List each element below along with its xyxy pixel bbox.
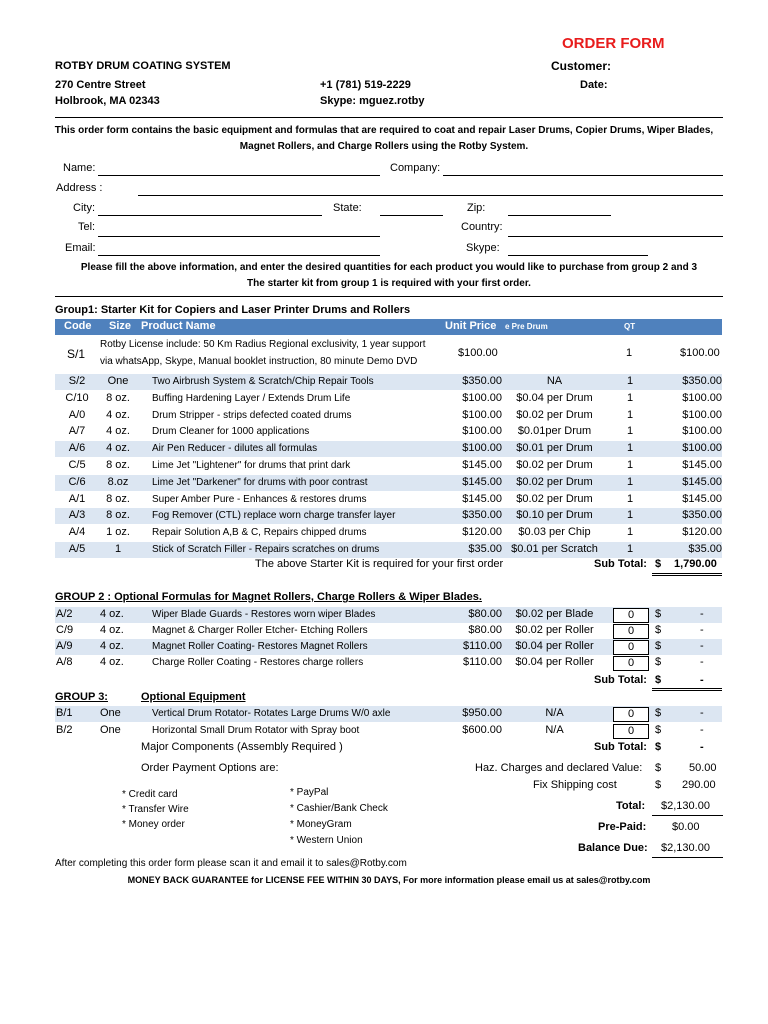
item-unit-price: $120.00: [462, 526, 502, 538]
item-unit-price: $350.00: [462, 375, 502, 387]
company-phone: +1 (781) 519-2229: [320, 79, 411, 91]
item-name: Drum Stripper - strips defected coated drums: [152, 410, 352, 421]
item-unit-price: $145.00: [462, 476, 502, 488]
item-code: A/2: [56, 608, 73, 620]
item-size: 4 oz.: [100, 624, 124, 636]
item-qt: 1: [626, 375, 634, 387]
payment-moneygram: * MoneyGram: [290, 819, 352, 830]
item-name: Stick of Scratch Filler - Repairs scratches on drums: [152, 544, 380, 555]
group2-subtotal-label: Sub Total:: [594, 674, 647, 686]
item-qt: 1: [626, 442, 634, 454]
item-size: 8.oz: [107, 476, 129, 488]
payment-money-order: * Money order: [122, 819, 185, 830]
group3-subtotal-label: Sub Total:: [594, 741, 647, 753]
item-total: $35.00: [688, 543, 722, 555]
item-code: A/3: [68, 509, 86, 521]
item-size: 4 oz.: [100, 656, 124, 668]
city-field[interactable]: [98, 215, 322, 216]
license-desc-1: Rotby License include: 50 Km Radius Regional exclusivity, 1 year support: [100, 339, 426, 350]
payment-title: Order Payment Options are:: [141, 762, 279, 774]
item-price-per: N/A: [545, 707, 564, 719]
item-name: Two Airbrush System & Scratch/Chip Repair Tools: [152, 376, 374, 387]
shipping-value: 290.00: [682, 779, 716, 791]
company-field[interactable]: [443, 175, 723, 176]
prepaid-label: Pre-Paid:: [598, 821, 647, 833]
item-price-per: $0.02 per Drum: [516, 476, 593, 488]
group2-subtotal-currency: $: [655, 674, 662, 686]
total-value: $2,130.00: [661, 800, 710, 812]
item-name: Drum Cleaner for 1000 applications: [152, 426, 310, 437]
item-currency: $: [655, 640, 662, 652]
item-name: Fog Remover (CTL) replace worn charge transfer layer: [152, 510, 396, 521]
payment-cashier-check: * Cashier/Bank Check: [290, 803, 388, 814]
prepaid-value: $0.00: [672, 821, 700, 833]
item-name: Buffing Hardening Layer / Extends Drum Life: [152, 393, 351, 404]
haz-currency: $: [655, 762, 662, 774]
header-size: Size: [109, 320, 132, 332]
item-qt: 1: [626, 543, 634, 555]
item-total: $120.00: [682, 526, 722, 538]
item-name: Magnet Roller Coating- Restores Magnet Rollers: [152, 641, 368, 652]
tel-field[interactable]: [98, 236, 380, 237]
item-unit-price: $145.00: [462, 493, 502, 505]
zip-label: Zip:: [467, 202, 486, 214]
item-price-per: $0.04 per Roller: [515, 656, 594, 668]
item-code: B/2: [56, 724, 73, 736]
payment-credit-card: * Credit card: [122, 789, 178, 800]
item-size: 4 oz.: [106, 442, 130, 454]
quantity-input[interactable]: 0: [613, 656, 649, 671]
item-total: $100.00: [682, 409, 722, 421]
item-qt: 1: [626, 425, 634, 437]
email-field[interactable]: [98, 255, 380, 256]
item-size: 8 oz.: [106, 459, 130, 471]
balance-value: $2,130.00: [661, 842, 710, 854]
header-divider: [55, 117, 723, 118]
item-size: 4 oz.: [106, 409, 130, 421]
order-form-title: ORDER FORM: [562, 35, 665, 52]
item-price-per: $0.02 per Roller: [515, 624, 594, 636]
quantity-input[interactable]: 0: [613, 724, 649, 739]
item-total: -: [700, 656, 704, 668]
item-total: $100.00: [682, 392, 722, 404]
item-code: A/8: [56, 656, 73, 668]
group1-subtotal-value: 1,790.00: [674, 558, 717, 570]
starter-kit-note: The above Starter Kit is required for your first order: [255, 558, 504, 570]
item-unit-price: $350.00: [462, 509, 502, 521]
company-street: 270 Centre Street: [55, 79, 146, 91]
item-code: C/6: [68, 476, 86, 488]
haz-label: Haz. Charges and declared Value:: [475, 762, 643, 774]
item-size: One: [107, 375, 129, 387]
customer-label: Customer:: [551, 59, 612, 73]
item-unit-price: $100.00: [462, 392, 502, 404]
item-unit-price: $80.00: [468, 608, 502, 620]
item-name: Air Pen Reducer - dilutes all formulas: [152, 443, 318, 454]
item-currency: $: [655, 656, 662, 668]
item-currency: $: [655, 624, 662, 636]
group2-title: GROUP 2 : Optional Formulas for Magnet Rollers, Charge Rollers & Wiper Blades.: [55, 591, 482, 603]
group1-title: Group1: Starter Kit for Copiers and Laser Printer Drums and Rollers: [55, 304, 411, 316]
item-code: A/9: [56, 640, 73, 652]
item-qt: 1: [626, 493, 634, 505]
item-total: -: [700, 724, 704, 736]
group2-subtotal-value: -: [700, 674, 704, 686]
item-qt: 1: [626, 392, 634, 404]
major-components: Major Components (Assembly Required ): [141, 741, 343, 753]
item-qt: 1: [626, 476, 634, 488]
item-name: Repair Solution A,B & C, Repairs chipped drums: [152, 527, 367, 538]
item-qt: 1: [626, 459, 634, 471]
item-unit-price: $110.00: [463, 640, 502, 652]
item-code: C/5: [68, 459, 86, 471]
item-price-per: $0.01 per Scratch: [511, 543, 598, 555]
item-price-per: $0.01per Drum: [517, 425, 592, 437]
city-label: City:: [73, 202, 95, 214]
item-price-per: $0.02 per Drum: [516, 493, 593, 505]
item-size: 8 oz.: [106, 493, 130, 505]
item-size: One: [100, 724, 121, 736]
item-code: A/1: [68, 493, 86, 505]
item-size: 8 oz.: [106, 392, 130, 404]
item-total: $145.00: [682, 476, 722, 488]
group1-subtotal-label: Sub Total:: [594, 558, 647, 570]
total-label: Total:: [616, 800, 646, 812]
item-size: 8 oz.: [106, 509, 130, 521]
item-unit-price: $600.00: [462, 724, 502, 736]
item-total: $145.00: [682, 459, 722, 471]
item-name: Vertical Drum Rotator- Rotates Large Drums W/0 axle: [152, 708, 391, 719]
item-price-per: $0.02 per Blade: [515, 608, 594, 620]
item-name: Magnet & Charger Roller Etcher- Etching Rollers: [152, 625, 368, 636]
item-size: 1: [114, 543, 122, 555]
item-name: Wiper Blade Guards - Restores worn wiper Blades: [152, 609, 376, 620]
payment-paypal: * PayPal: [290, 787, 329, 798]
item-price-per: $0.04 per Drum: [516, 392, 593, 404]
skype-label: Skype:: [466, 242, 500, 254]
country-field[interactable]: [508, 236, 723, 237]
item-price-per: NA: [546, 375, 563, 387]
item-code: A/4: [68, 526, 86, 538]
item-total: $100.00: [682, 442, 722, 454]
item-qt: 1: [626, 509, 634, 521]
header-pre-drum: e Pre Drum: [505, 322, 548, 331]
item-code: S/2: [68, 375, 86, 387]
item-unit-price: $80.00: [468, 624, 502, 636]
total-underline: [652, 815, 723, 816]
item-code: A/0: [68, 409, 86, 421]
intro-line-2: Magnet Rollers, and Charge Rollers using the Rotby System.: [239, 141, 529, 152]
item-unit-price: $110.00: [463, 656, 502, 668]
instructions-line-2: The starter kit from group 1 is required with your first order.: [247, 278, 531, 289]
item-size: 1 oz.: [106, 526, 130, 538]
item-size: 4 oz.: [100, 640, 124, 652]
group3-title: GROUP 3:: [55, 691, 108, 703]
date-label: Date:: [580, 79, 608, 91]
header-product-name: Product Name: [141, 320, 216, 332]
group1-subtotal-underline: [652, 573, 722, 576]
payment-transfer-wire: * Transfer Wire: [122, 804, 189, 815]
group1-subtotal-currency: $: [655, 558, 662, 570]
company-skype: Skype: mguez.rotby: [320, 95, 425, 107]
country-label: Country:: [461, 221, 503, 233]
item-name: Charge Roller Coating - Restores charge rollers: [152, 657, 364, 668]
quantity-input[interactable]: 0: [613, 640, 649, 655]
item-currency: $: [655, 608, 662, 620]
group3-subtotal-value: -: [700, 741, 704, 753]
item-price-per: $0.02 per Drum: [516, 459, 593, 471]
payment-western-union: * Western Union: [290, 835, 363, 846]
balance-underline: [652, 857, 723, 858]
intro-line-1: This order form contains the basic equipment and formulas that are required to coat and repair Laser Drums, Copier Drums, Wiper Blades,: [54, 125, 714, 136]
item-price-per: $0.04 per Roller: [515, 640, 594, 652]
item-qt: 1: [626, 526, 634, 538]
item-unit-price: $100.00: [462, 409, 502, 421]
group3-subtitle: Optional Equipment: [141, 691, 246, 703]
shipping-label: Fix Shipping cost: [533, 779, 617, 791]
company-city: Holbrook, MA 02343: [55, 95, 160, 107]
item-unit-price: $100.00: [462, 442, 502, 454]
item-name: Super Amber Pure - Enhances & restores drums: [152, 494, 367, 505]
header-qt: QT: [624, 322, 636, 331]
item-code: C/9: [56, 624, 74, 636]
item-code: B/1: [56, 707, 73, 719]
license-desc-2: via whatsApp, Skype, Manual booklet instruction, 80 minute Demo DVD: [100, 356, 418, 367]
item-name: Horizontal Small Drum Rotator with Spray boot: [152, 725, 360, 736]
address-label: Address :: [56, 182, 103, 194]
instructions-divider: [55, 296, 723, 297]
license-code: S/1: [67, 347, 86, 361]
state-field[interactable]: [380, 215, 443, 216]
item-code: C/10: [65, 392, 89, 404]
license-qt: 1: [626, 347, 633, 359]
item-unit-price: $950.00: [462, 707, 502, 719]
state-label: State:: [333, 202, 362, 214]
item-code: A/6: [68, 442, 86, 454]
haz-value: 50.00: [689, 762, 717, 774]
zip-field[interactable]: [508, 215, 611, 216]
item-price-per: $0.03 per Chip: [518, 526, 591, 538]
quantity-input[interactable]: 0: [613, 608, 649, 623]
group2-subtotal-underline: [652, 688, 722, 691]
item-size: 4 oz.: [106, 425, 130, 437]
item-code: A/7: [68, 425, 86, 437]
item-total: $145.00: [682, 493, 722, 505]
item-total: -: [700, 624, 704, 636]
company-label: Company:: [390, 162, 441, 174]
item-price-per: N/A: [545, 724, 564, 736]
shipping-currency: $: [655, 779, 662, 791]
item-total: -: [700, 608, 704, 620]
item-name: Lime Jet "Darkener" for drums with poor contrast: [152, 477, 368, 488]
item-name: Lime Jet "Lightener" for drums that print dark: [152, 460, 351, 471]
quantity-input[interactable]: 0: [613, 707, 649, 722]
address-field[interactable]: [138, 195, 723, 196]
quantity-input[interactable]: 0: [613, 624, 649, 639]
item-price-per: $0.10 per Drum: [516, 509, 593, 521]
item-unit-price: $100.00: [462, 425, 502, 437]
name-label: Name:: [63, 162, 96, 174]
footer-guarantee: MONEY BACK GUARANTEE for LICENSE FEE WITHIN 30 DAYS, For more information please email us at sales@rotby.com: [127, 875, 651, 885]
license-price: $100.00: [458, 347, 498, 359]
item-currency: $: [655, 707, 662, 719]
balance-label: Balance Due:: [578, 842, 648, 854]
item-total: $350.00: [682, 375, 722, 387]
header-code: Code: [64, 320, 92, 332]
item-unit-price: $35.00: [468, 543, 502, 555]
skype-field[interactable]: [508, 255, 648, 256]
email-label: Email:: [65, 242, 96, 254]
item-total: $100.00: [682, 425, 722, 437]
item-size: One: [100, 707, 121, 719]
name-field[interactable]: [98, 175, 380, 176]
header-unit-price: Unit Price: [445, 320, 497, 332]
item-qt: 1: [626, 409, 634, 421]
item-currency: $: [655, 724, 662, 736]
item-total: -: [700, 707, 704, 719]
instructions-line-1: Please fill the above information, and enter the desired quantities for each product you would like to purchase from group 2 and 3: [80, 262, 698, 273]
company-name: ROTBY DRUM COATING SYSTEM: [55, 60, 231, 72]
item-total: -: [700, 640, 704, 652]
item-code: A/5: [68, 543, 86, 555]
item-total: $350.00: [682, 509, 722, 521]
item-size: 4 oz.: [100, 608, 124, 620]
footer-instructions: After completing this order form please scan it and email it to sales@Rotby.com: [55, 858, 407, 869]
item-price-per: $0.01 per Drum: [516, 442, 593, 454]
item-unit-price: $145.00: [462, 459, 502, 471]
license-total: $100.00: [680, 347, 720, 359]
tel-label: Tel:: [78, 221, 96, 233]
group3-subtotal-currency: $: [655, 741, 662, 753]
item-price-per: $0.02 per Drum: [516, 409, 593, 421]
